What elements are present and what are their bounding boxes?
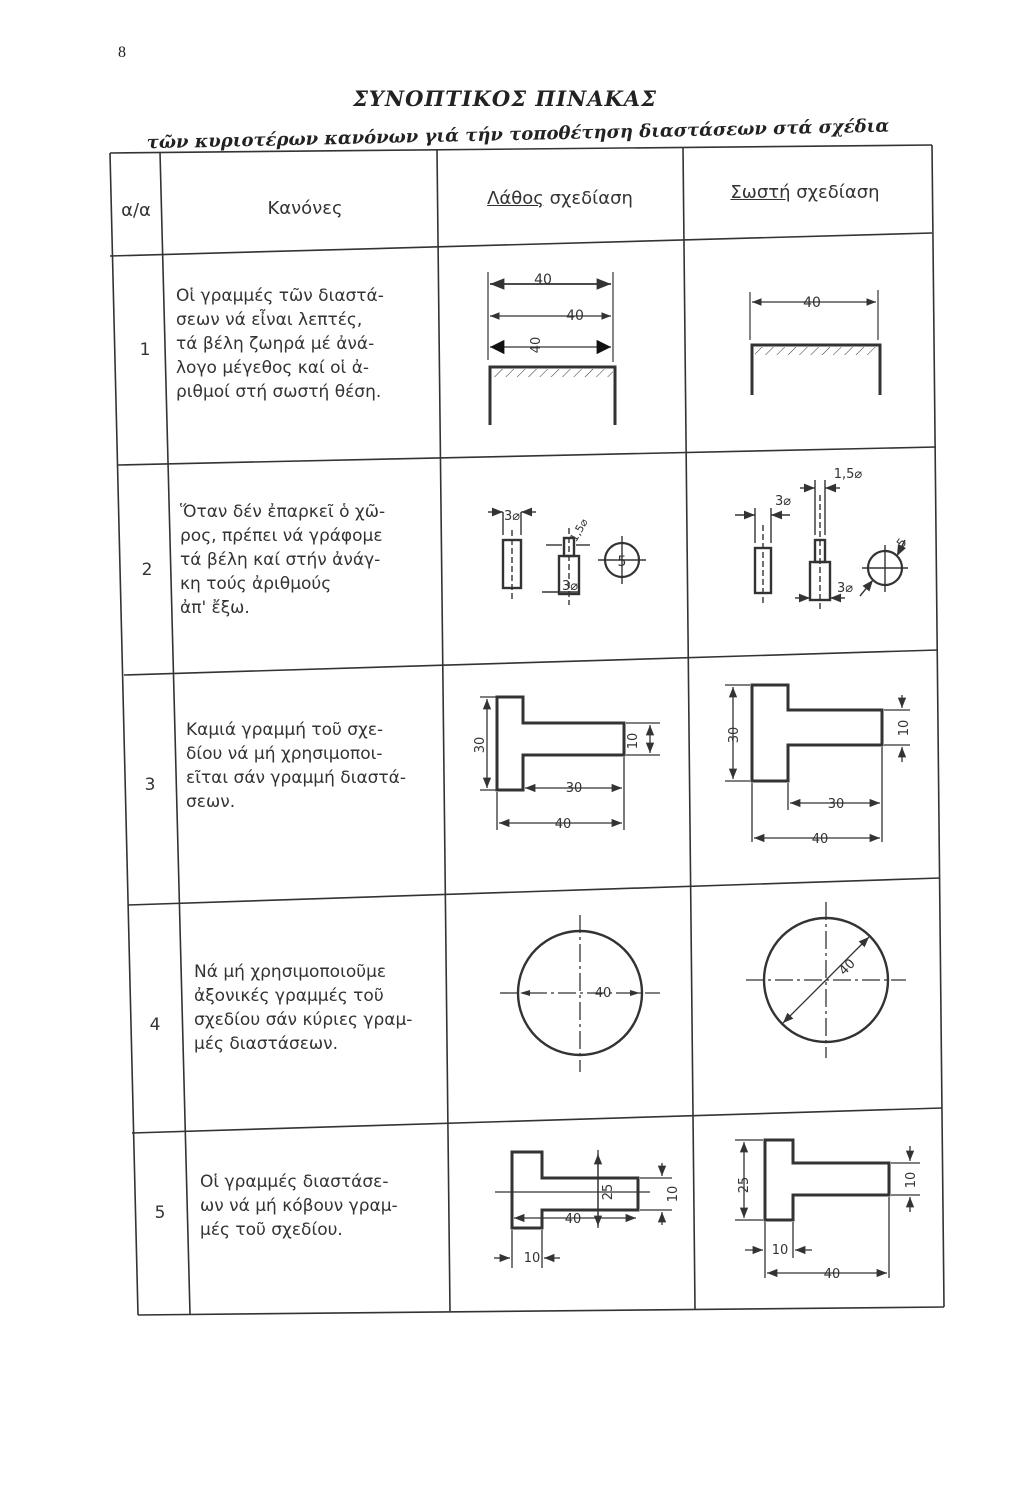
r3-wrong-drawing — [480, 697, 660, 830]
header-wrong-underlined: Λάθος — [487, 188, 544, 209]
r3-correct-h-label: 30 — [727, 726, 742, 744]
rule-line: τά βέλη ζωηρά μέ ἀνά- — [176, 334, 375, 354]
r4-wrong-drawing — [500, 915, 660, 1072]
r3-wrong-h-label: 30 — [473, 736, 488, 754]
r2-correct-label-a: 1,5⌀ — [833, 467, 863, 482]
rule-line: σεων. — [186, 792, 236, 812]
r1-wrong-mid-label: 40 — [566, 308, 584, 324]
r3-correct-s-label: 10 — [897, 719, 912, 737]
r3-correct-drawing — [725, 685, 910, 842]
r5-wrong-s-label: 10 — [666, 1185, 681, 1203]
r5-correct-b-label: 10 — [771, 1243, 789, 1258]
r2-correct-label-d: 5 — [893, 535, 910, 550]
page-subtitle: τῶν κυριοτέρων κανόνων γιά τήν τοποθέτηση διαστάσεων στά σχέδια — [146, 115, 890, 154]
r3-correct-w1-label: 30 — [827, 797, 845, 812]
r5-correct-drawing — [735, 1140, 920, 1278]
rule-line: Οἱ γραμμές τῶν διαστά- — [176, 286, 384, 306]
r3-wrong-w2-label: 40 — [554, 817, 572, 832]
r1-correct-label: 40 — [803, 295, 821, 311]
r5-correct-h-label: 25 — [737, 1176, 752, 1194]
row-number: 4 — [149, 1015, 161, 1035]
r5-wrong-b-label: 10 — [523, 1251, 541, 1266]
rule-line: σχεδίου σάν κύριες γραμ- — [194, 1010, 413, 1030]
header-rules: Κανόνες — [267, 198, 343, 219]
r3-correct-w2-label: 40 — [811, 832, 829, 847]
r5-wrong-w-label: 40 — [564, 1212, 582, 1227]
r5-wrong-h-label: 25 — [601, 1183, 616, 1201]
rule-line: ἀξονικές γραμμές τοῦ — [194, 986, 384, 1006]
r2-correct-label-b: 3⌀ — [774, 494, 792, 509]
rule-line: εῖται σάν γραμμή διαστά- — [186, 768, 406, 788]
header-correct-rest: σχεδίαση — [790, 182, 880, 203]
row-number: 3 — [144, 775, 156, 795]
r5-correct-s-label: 10 — [904, 1171, 919, 1189]
rule-line: κη τούς ἀριθμούς — [180, 574, 332, 594]
r1-wrong-low-label: 40 — [529, 336, 544, 354]
r5-correct-w-label: 40 — [823, 1267, 841, 1282]
header-wrong-rest: σχεδίαση — [543, 188, 633, 209]
rule-line: ρος, πρέπει νά γράφομε — [180, 526, 383, 546]
rule-line: Νά μή χρησιμοποιοῦμε — [194, 962, 387, 982]
r3-wrong-w1-label: 30 — [565, 781, 583, 796]
row-number: 1 — [139, 340, 151, 360]
r1-wrong-drawing — [488, 272, 615, 425]
rule-line: Καμιά γραμμή τοῦ σχε- — [186, 720, 384, 740]
row-number: 2 — [141, 560, 153, 580]
rule-line: λογο μέγεθος καί οἱ ἀ- — [176, 358, 370, 378]
r2-wrong-label-c: 3⌀ — [561, 579, 579, 594]
rule-line: ἀπ' ἔξω. — [180, 598, 250, 618]
r2-wrong-label-b: 1,5⌀ — [567, 516, 591, 544]
rule-line: μές διαστάσεων. — [194, 1034, 339, 1054]
rule-line: τά βέλη καί στήν ἀνάγ- — [180, 550, 381, 570]
rule-line: ριθμοί στή σωστή θέση. — [176, 382, 382, 402]
r5-wrong-drawing — [494, 1150, 672, 1268]
rule-line: Οἱ γραμμές διαστάσε- — [200, 1172, 389, 1192]
row-number: 5 — [154, 1203, 166, 1223]
page-title: ΣΥΝΟΠΤΙΚΟΣ ΠΙΝΑΚΑΣ — [353, 86, 657, 111]
r3-wrong-s-label: 10 — [626, 732, 641, 750]
rule-line: σεων νά εἶναι λεπτές, — [176, 310, 363, 330]
r4-correct-drawing — [746, 902, 906, 1058]
page-number: 8 — [118, 44, 126, 61]
r1-wrong-top-label: 40 — [534, 272, 552, 288]
r2-wrong-label-d: 5 — [617, 554, 627, 570]
rule-line: μές τοῦ σχεδίου. — [200, 1220, 343, 1240]
r2-correct-label-c: 3⌀ — [836, 581, 854, 596]
rule-line: δίου νά μή χρησιμοποι- — [186, 744, 383, 764]
r2-correct-drawing — [735, 480, 908, 610]
rule-line: ων νά μή κόβουν γραμ- — [200, 1196, 398, 1216]
header-index: α/α — [121, 200, 151, 221]
r4-correct-label: 40 — [836, 956, 859, 979]
r2-wrong-label-a: 3⌀ — [503, 509, 521, 524]
rule-line: Ὅταν δέν ἐπαρκεῖ ὁ χῶ- — [180, 502, 386, 522]
header-correct-underlined: Σωστή — [730, 182, 791, 203]
r4-wrong-label: 40 — [594, 986, 612, 1001]
